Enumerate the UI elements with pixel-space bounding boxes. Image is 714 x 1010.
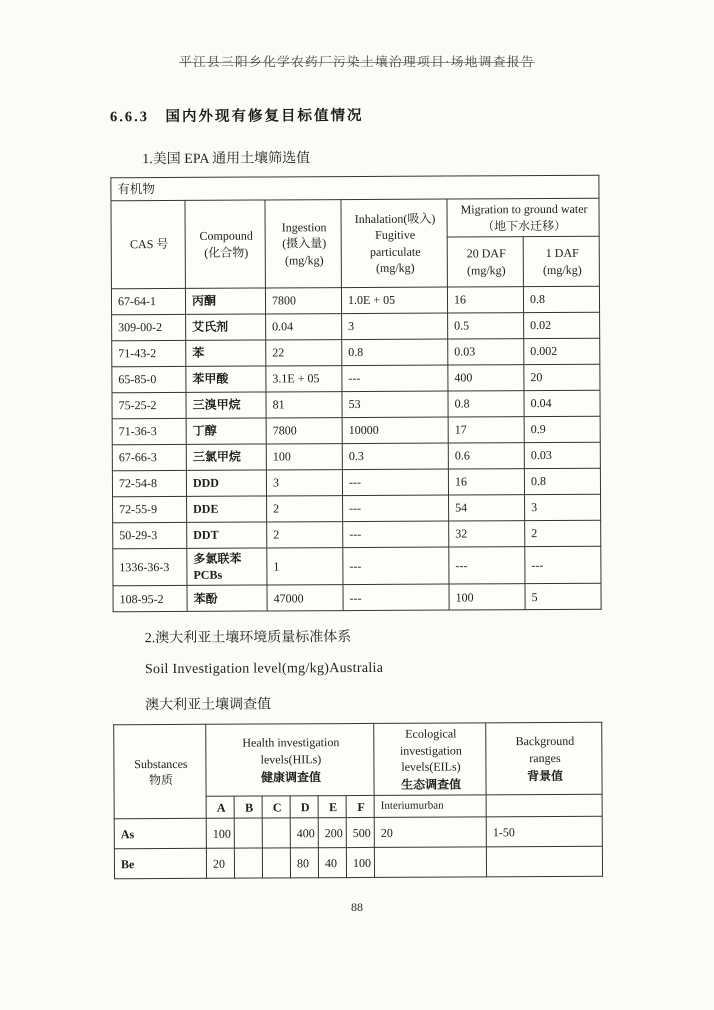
table-cell: 0.8 [448,391,524,417]
table-cell [262,848,290,878]
hils-chinese-label: 健康调查值 [260,770,322,785]
main-header-row [114,723,602,797]
table-cell: 丙酮 [185,288,265,314]
table-cell: 65-85-0 [112,366,186,392]
table-cell: As [114,818,206,848]
epa-screening-table [110,175,601,613]
table-cell: 艾氏剂 [186,314,266,340]
table-row [112,390,600,419]
table-row [112,442,600,471]
table-cell: 0.8 [342,339,448,366]
table-cell: 三氯甲烷 [186,444,266,470]
table-cell: 80 [290,848,318,878]
table-cell: 71-43-2 [112,340,186,366]
table-cell: 67-66-3 [112,444,186,470]
table-cell: 0.02 [524,312,600,338]
table-cell: 54 [449,495,525,521]
col-header-compound: Compound (化合物) [185,200,265,288]
table-cell: 0.03 [448,339,524,365]
table-cell: 40 [318,848,346,878]
table-cell [374,847,486,878]
table-cell: 100 [449,584,525,610]
table-row [113,584,601,613]
table-cell: 多氯联苯 PCBs [187,548,267,586]
table-cell: 0.6 [448,443,524,469]
table-cell: 17 [448,417,524,443]
table-row [112,416,600,445]
column-header-row [111,198,599,239]
section-heading: 6.6.3 国内外现有修复目标值情况 [109,107,364,126]
document-header-title: 平江县三阳乡化学农药厂污染土壤治理项目·场地调查报告 [179,55,535,69]
australia-table-caption: 澳大利亚土壤调查值 [145,697,272,714]
table-cell: 1.0E + 05 [341,287,447,314]
australia-subtitle: 2.澳大利亚土壤环境质量标准体系 [144,630,352,647]
epa-subtitle: 1.美国 EPA 通用土壤筛选值 [142,151,311,168]
col-header-20daf: 20 DAF (mg/kg) [447,237,523,287]
table-cell [486,846,602,877]
table-cell: DDE [187,496,267,522]
table-cell: 53 [342,391,448,418]
page-content [110,103,606,880]
table-cell: 苯酚 [187,585,267,611]
col-header-background-sub [486,794,602,817]
col-header-d: D [290,796,318,818]
col-header-c: C [262,796,290,818]
col-header-interim-urban: Interiumurban [374,795,486,818]
col-header-substances: Substances 物质 [114,725,206,819]
table-cell: 三溴甲烷 [186,392,266,418]
table-cell: DDT [187,522,267,548]
table-cell: 81 [266,392,342,418]
table-cell: 3 [266,470,342,496]
table-cell: 苯 [186,340,266,366]
col-header-b: B [234,796,262,818]
epa-table-header [111,175,600,289]
background-english-label: Background ranges [515,734,575,765]
table-row [112,364,600,393]
page-number: 88 [351,900,363,914]
table-cell: 0.04 [266,314,342,340]
table-cell: 71-36-3 [112,418,186,444]
table-cell [262,818,290,848]
australia-table-body [114,816,602,879]
table-cell: 苯甲酸 [186,366,266,392]
table-cell: --- [343,584,449,611]
table-cell: 2 [267,522,343,548]
epa-table-body [111,286,601,612]
table-cell: 67-64-1 [111,288,185,314]
table-cell: 0.04 [524,390,600,416]
table-cell: 72-54-8 [112,470,186,496]
table-cell: 2 [267,496,343,522]
table-cell [234,818,262,848]
table-cell: 20 [524,364,600,390]
table-cell: 1 [267,548,343,586]
col-header-background [486,723,602,795]
table-cell: 0.8 [524,468,600,494]
table-cell: --- [343,495,449,522]
table-cell: 0.5 [448,313,524,339]
col-header-a: A [206,796,234,818]
table-row [113,494,601,523]
table-cell: 0.3 [342,443,448,470]
table-cell: --- [343,521,449,548]
col-header-hils [206,724,374,797]
table-cell: --- [342,365,448,392]
background-chinese-label: 背景值 [527,768,564,783]
table-row [112,468,600,497]
table-cell: 100 [206,818,234,848]
table-cell: 500 [346,818,374,848]
group-header-row [111,175,599,201]
group-header-organics: 有机物 [111,175,599,201]
col-header-inhalation: Inhalation(吸入) Fugitive particulate (mg/kg) [341,199,447,288]
table-row [114,846,602,879]
eils-chinese-label: 生态调查值 [401,777,462,792]
table-cell: 0.9 [524,416,600,442]
table-cell: 3 [342,313,448,340]
hils-english-label: Health investigation levels(HILs) [242,735,340,767]
col-header-eils [374,723,486,795]
table-cell: --- [342,469,448,496]
table-cell: --- [343,547,449,585]
table-cell [234,848,262,878]
australia-english-title: Soil Investigation level(mg/kg)Australia [144,661,384,678]
table-cell: 50-29-3 [113,522,187,548]
table-cell: 丁醇 [186,418,266,444]
table-cell: 108-95-2 [113,586,187,612]
table-cell: 20 [374,817,486,848]
table-cell: 47000 [267,585,343,611]
table-row [113,520,601,549]
table-cell: 72-55-9 [113,496,187,522]
col-header-cas: CAS 号 [111,200,185,288]
table-cell: Be [114,848,206,878]
table-cell: 200 [318,818,346,848]
table-row [114,816,602,849]
table-cell: --- [449,547,525,585]
table-cell: 100 [346,848,374,878]
table-row [113,546,601,586]
col-header-ingestion: Ingestion (摄入量) (mg/kg) [265,200,341,288]
table-cell: 7800 [265,288,341,314]
table-row [111,286,599,315]
table-cell: 7800 [266,418,342,444]
table-row [112,338,600,367]
table-cell: 2 [525,520,601,546]
table-cell: 3.1E + 05 [266,366,342,392]
col-header-e: E [318,796,346,818]
table-cell: 400 [290,818,318,848]
table-cell: 22 [266,340,342,366]
col-header-f: F [346,796,374,818]
table-cell: 10000 [342,417,448,444]
table-cell: 75-25-2 [112,392,186,418]
australia-investigation-table [113,722,603,879]
table-cell: DDD [186,470,266,496]
table-cell: 1336-36-3 [113,548,187,586]
table-cell: 0.002 [524,338,600,364]
table-row [112,312,600,341]
australia-table-header [114,723,603,819]
table-cell: 100 [266,444,342,470]
table-cell: 1-50 [486,816,602,847]
table-cell: 5 [525,584,601,610]
eils-english-label: Ecological investigation levels(EILs) [399,726,462,774]
table-cell: 16 [447,287,523,313]
table-cell: 20 [206,848,234,878]
table-cell: 309-00-2 [112,314,186,340]
table-cell: 3 [525,494,601,520]
table-cell: 0.8 [523,286,599,312]
table-cell: 32 [449,521,525,547]
col-header-1daf: 1 DAF (mg/kg) [523,236,599,286]
col-header-migration: Migration to ground water （地下水迁移） [447,198,599,237]
table-cell: --- [525,546,601,584]
table-cell: 400 [448,365,524,391]
table-cell: 16 [448,469,524,495]
table-cell: 0.03 [524,442,600,468]
